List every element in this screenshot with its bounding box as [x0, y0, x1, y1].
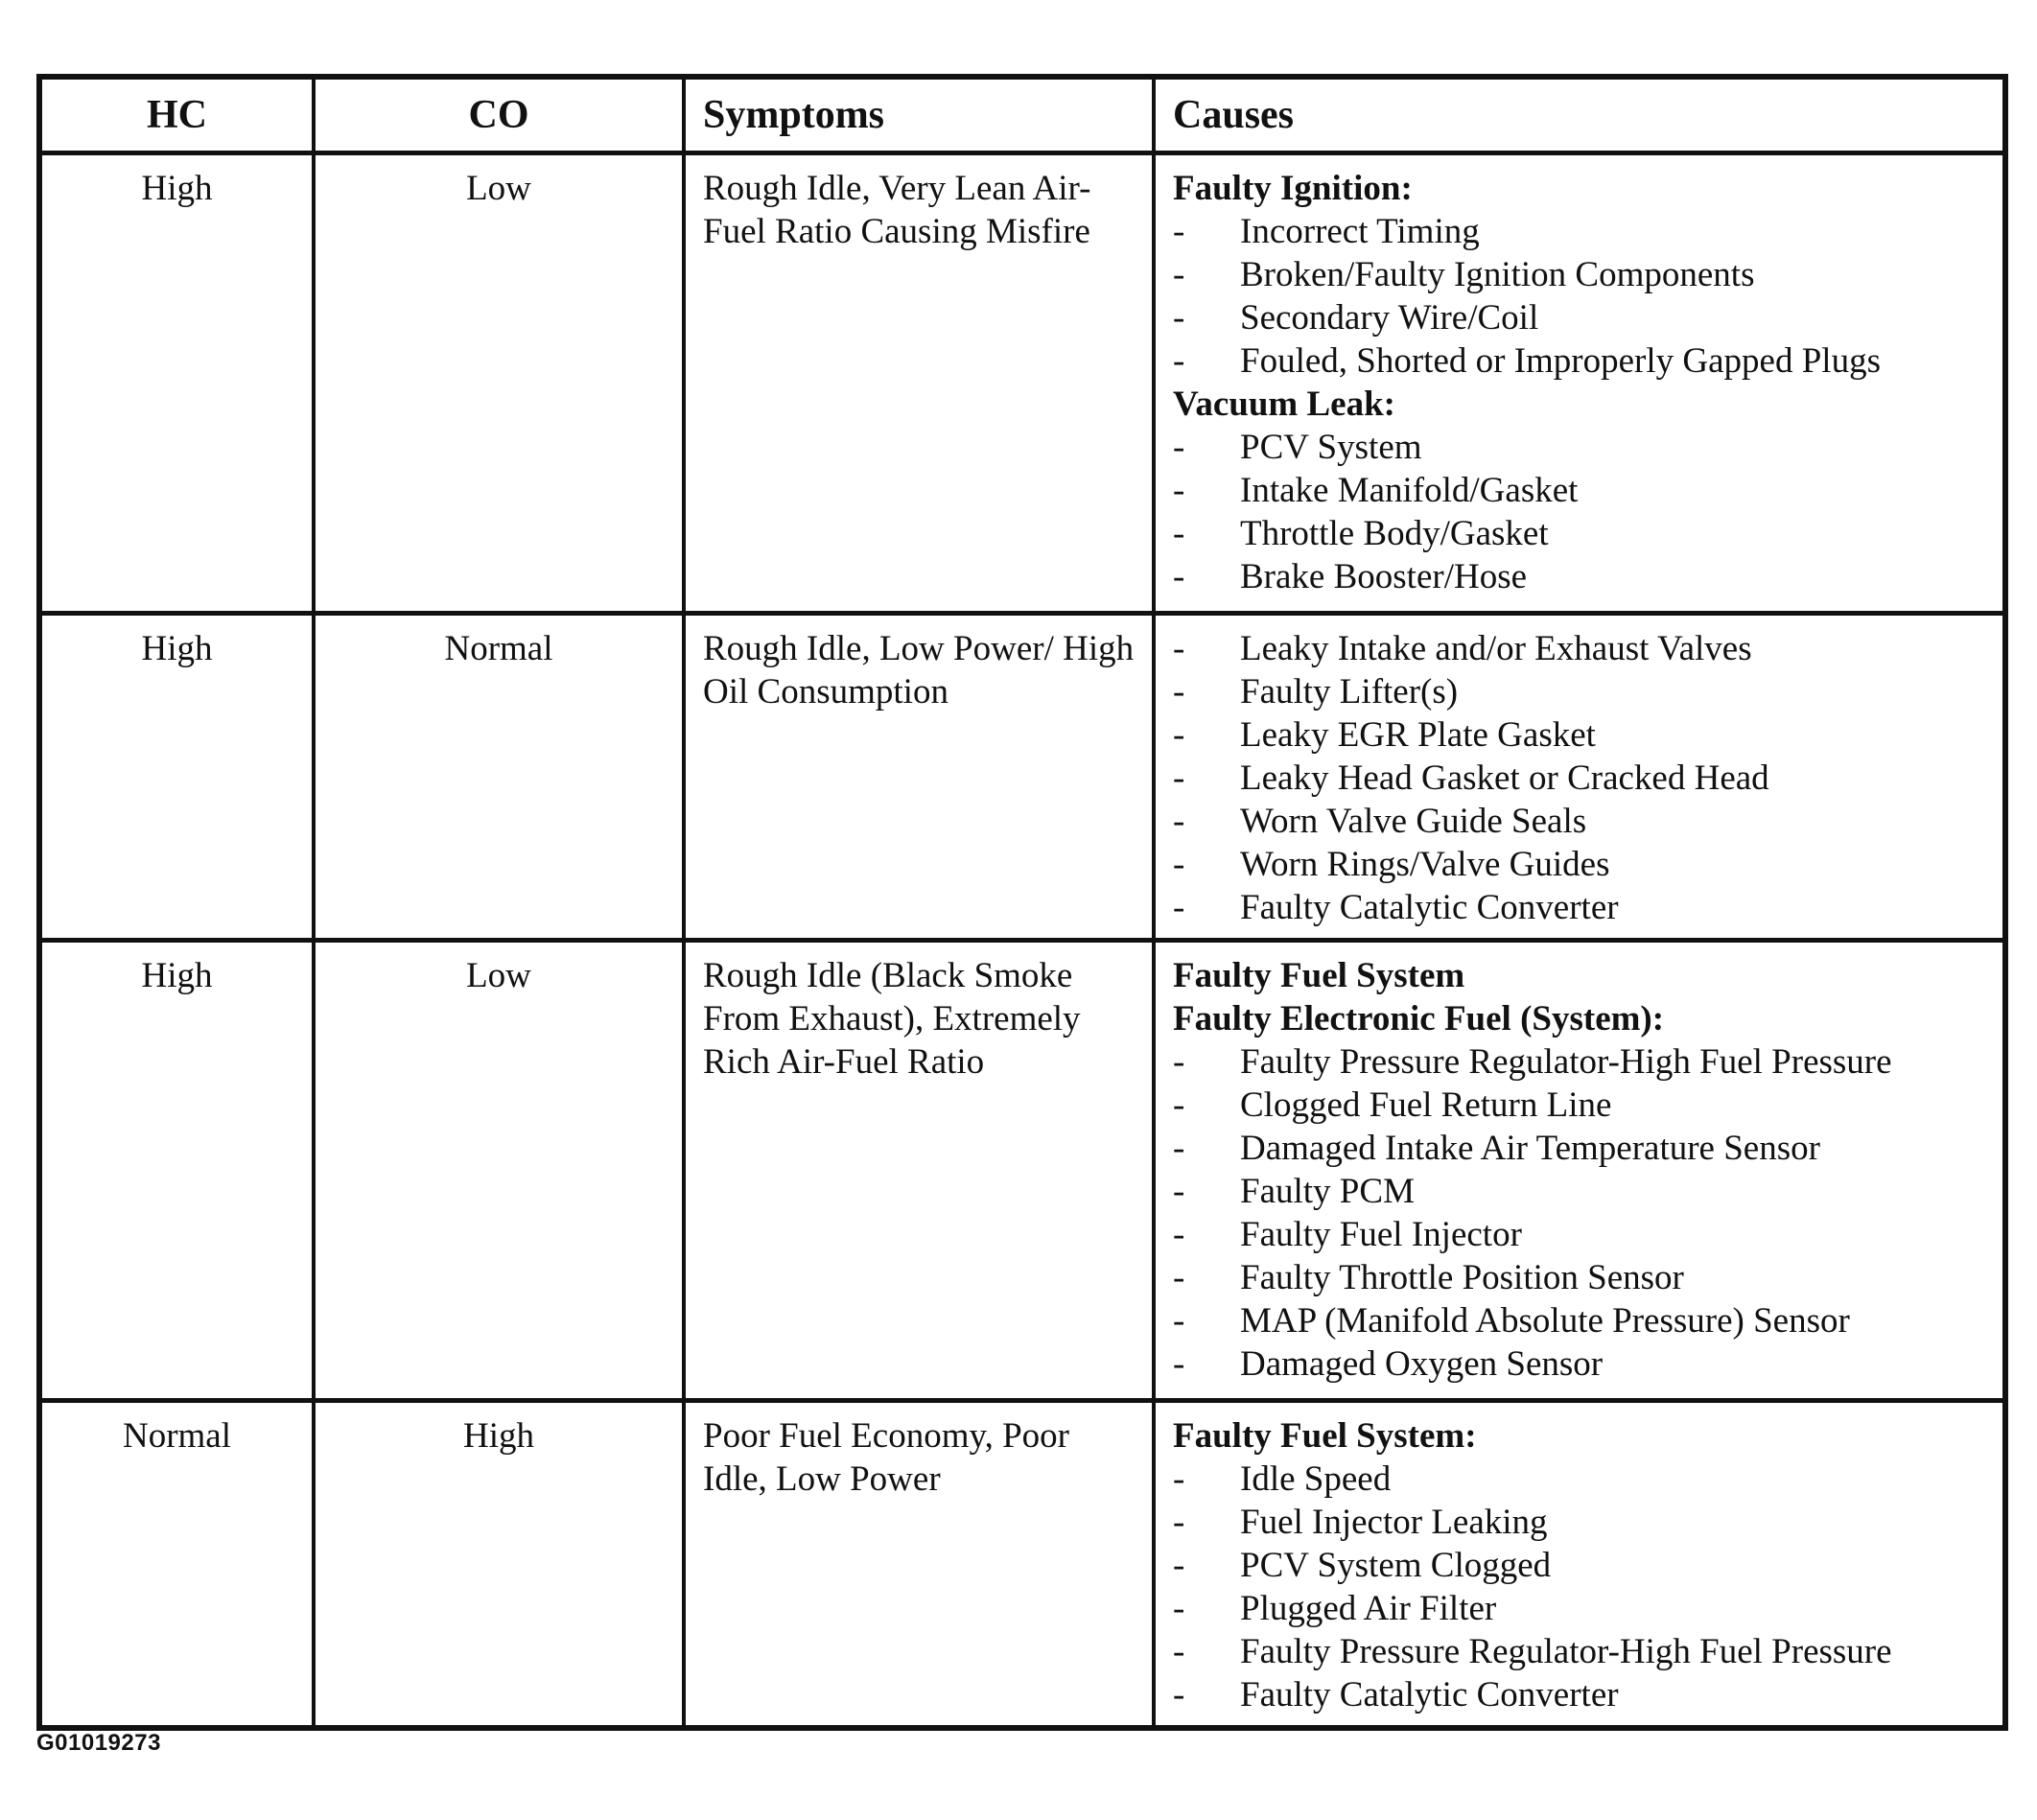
- causes-list: [1173, 954, 1985, 1386]
- cause-dash: -: [1173, 1172, 1185, 1211]
- cause-item: [1173, 339, 1985, 383]
- cause-text: Faulty Fuel Injector: [1240, 1215, 1522, 1254]
- hc-cell: Normal: [39, 1401, 314, 1729]
- table-row: [39, 153, 2005, 614]
- hc-cell: High: [39, 941, 314, 1401]
- causes-cell: [1154, 614, 2005, 941]
- header-causes: Causes: [1154, 77, 2005, 153]
- cause-dash: -: [1173, 715, 1185, 755]
- cause-item: [1173, 1127, 1985, 1170]
- cause-dash: -: [1173, 557, 1185, 596]
- cause-dash: -: [1173, 514, 1185, 553]
- cause-dash: -: [1173, 255, 1185, 294]
- symptoms-text: Rough Idle, Low Power/ High Oil Consumption: [703, 629, 1135, 712]
- cause-dash: -: [1173, 1258, 1185, 1297]
- cause-dash: -: [1173, 802, 1185, 841]
- symptoms-cell: [684, 614, 1154, 941]
- cause-dash: -: [1173, 1129, 1185, 1168]
- cause-item: [1173, 296, 1985, 339]
- symptoms-text: Rough Idle (Black Smoke From Exhaust), Extremely Rich Air-Fuel Ratio: [703, 956, 1081, 1082]
- cause-text: Leaky Intake and/or Exhaust Valves: [1240, 629, 1752, 668]
- cause-item: [1173, 1299, 1985, 1342]
- cause-item: [1173, 1544, 1985, 1587]
- cause-item: [1173, 1458, 1985, 1501]
- header-symptoms: Symptoms: [684, 77, 1154, 153]
- cause-item: [1173, 555, 1985, 598]
- cause-dash: -: [1173, 471, 1185, 510]
- symptoms-cell: [684, 941, 1154, 1401]
- cause-dash: -: [1173, 1675, 1185, 1715]
- header-co: CO: [314, 77, 684, 153]
- cause-item: [1173, 670, 1985, 713]
- cause-item: [1173, 1256, 1985, 1299]
- cause-dash: -: [1173, 629, 1185, 668]
- cause-dash: -: [1173, 1344, 1185, 1384]
- cause-item: [1173, 1630, 1985, 1673]
- cause-text: Damaged Oxygen Sensor: [1240, 1344, 1604, 1384]
- cause-item: [1173, 757, 1985, 800]
- cause-item: [1173, 886, 1985, 929]
- figure-id-label: G01019273: [36, 1730, 161, 1756]
- cause-text: Faulty Lifter(s): [1240, 672, 1459, 712]
- symptoms-cell: [684, 153, 1154, 614]
- cause-text: Idle Speed: [1240, 1459, 1392, 1499]
- hc-cell: High: [39, 153, 314, 614]
- cause-item: [1173, 512, 1985, 555]
- co-cell: Low: [314, 941, 684, 1401]
- cause-item: [1173, 1040, 1985, 1084]
- cause-item: [1173, 843, 1985, 886]
- cause-heading: Vacuum Leak:: [1173, 385, 1395, 424]
- cause-item: [1173, 1342, 1985, 1386]
- cause-heading: Faulty Fuel System: [1173, 956, 1465, 995]
- cause-heading: Faulty Fuel System:: [1173, 1416, 1477, 1456]
- emissions-diagnosis-table: [36, 74, 2008, 1731]
- table-row: [39, 1401, 2005, 1729]
- causes-cell: [1154, 1401, 2005, 1729]
- cause-item: [1173, 253, 1985, 296]
- cause-dash: -: [1173, 1632, 1185, 1671]
- cause-item: [1173, 1673, 1985, 1716]
- causes-list: [1173, 1414, 1985, 1716]
- cause-item: [1173, 1587, 1985, 1630]
- cause-text: Faulty Pressure Regulator-High Fuel Pressure: [1240, 1632, 1892, 1671]
- cause-text: PCV System: [1240, 428, 1422, 467]
- symptoms-text: Rough Idle, Very Lean Air-Fuel Ratio Causing Misfire: [703, 169, 1091, 251]
- cause-text: PCV System Clogged: [1240, 1546, 1552, 1585]
- causes-list: [1173, 167, 1985, 598]
- hc-cell: High: [39, 614, 314, 941]
- cause-dash: -: [1173, 845, 1185, 884]
- cause-text: Faulty Pressure Regulator-High Fuel Pressure: [1240, 1042, 1892, 1082]
- cause-text: Plugged Air Filter: [1240, 1589, 1497, 1628]
- cause-dash: -: [1173, 1546, 1185, 1585]
- cause-text: Faulty PCM: [1240, 1172, 1415, 1211]
- cause-item: [1173, 210, 1985, 253]
- cause-heading: Faulty Ignition:: [1173, 169, 1413, 208]
- cause-item: [1173, 426, 1985, 469]
- cause-dash: -: [1173, 672, 1185, 712]
- cause-dash: -: [1173, 1085, 1185, 1125]
- co-cell: Normal: [314, 614, 684, 941]
- cause-text: Worn Valve Guide Seals: [1240, 802, 1587, 841]
- cause-heading: Faulty Electronic Fuel (System):: [1173, 999, 1665, 1038]
- cause-dash: -: [1173, 1459, 1185, 1499]
- cause-text: Leaky EGR Plate Gasket: [1240, 715, 1596, 755]
- co-cell: High: [314, 1401, 684, 1729]
- cause-text: Incorrect Timing: [1240, 212, 1480, 251]
- header-hc: HC: [39, 77, 314, 153]
- cause-item: [1173, 1084, 1985, 1127]
- cause-text: Clogged Fuel Return Line: [1240, 1085, 1612, 1125]
- causes-cell: [1154, 153, 2005, 614]
- symptoms-cell: [684, 1401, 1154, 1729]
- cause-text: Broken/Faulty Ignition Components: [1240, 255, 1755, 294]
- cause-text: Fuel Injector Leaking: [1240, 1503, 1548, 1542]
- co-cell: Low: [314, 153, 684, 614]
- cause-text: Fouled, Shorted or Improperly Gapped Plugs: [1240, 341, 1881, 381]
- cause-dash: -: [1173, 758, 1185, 798]
- cause-text: Leaky Head Gasket or Cracked Head: [1240, 758, 1769, 798]
- cause-item: [1173, 713, 1985, 757]
- cause-dash: -: [1173, 1301, 1185, 1341]
- table-row: [39, 614, 2005, 941]
- cause-text: Intake Manifold/Gasket: [1240, 471, 1579, 510]
- cause-dash: -: [1173, 341, 1185, 381]
- table-header-row: [39, 77, 2005, 153]
- cause-dash: -: [1173, 1215, 1185, 1254]
- cause-text: Faulty Throttle Position Sensor: [1240, 1258, 1684, 1297]
- cause-text: Damaged Intake Air Temperature Sensor: [1240, 1129, 1820, 1168]
- cause-item: [1173, 627, 1985, 670]
- cause-item: [1173, 469, 1985, 512]
- causes-list: [1173, 627, 1985, 929]
- cause-dash: -: [1173, 1589, 1185, 1628]
- symptoms-text: Poor Fuel Economy, Poor Idle, Low Power: [703, 1416, 1069, 1499]
- cause-dash: -: [1173, 1503, 1185, 1542]
- table-row: [39, 941, 2005, 1401]
- cause-text: Faulty Catalytic Converter: [1240, 888, 1619, 927]
- cause-item: [1173, 1213, 1985, 1256]
- cause-dash: -: [1173, 428, 1185, 467]
- cause-text: Brake Booster/Hose: [1240, 557, 1528, 596]
- cause-text: Secondary Wire/Coil: [1240, 298, 1539, 338]
- cause-dash: -: [1173, 298, 1185, 338]
- cause-text: Worn Rings/Valve Guides: [1240, 845, 1610, 884]
- causes-cell: [1154, 941, 2005, 1401]
- cause-text: MAP (Manifold Absolute Pressure) Sensor: [1240, 1301, 1850, 1341]
- cause-dash: -: [1173, 212, 1185, 251]
- cause-dash: -: [1173, 1042, 1185, 1082]
- cause-text: Faulty Catalytic Converter: [1240, 1675, 1619, 1715]
- cause-item: [1173, 800, 1985, 843]
- cause-item: [1173, 1170, 1985, 1213]
- cause-dash: -: [1173, 888, 1185, 927]
- cause-text: Throttle Body/Gasket: [1240, 514, 1549, 553]
- cause-item: [1173, 1501, 1985, 1544]
